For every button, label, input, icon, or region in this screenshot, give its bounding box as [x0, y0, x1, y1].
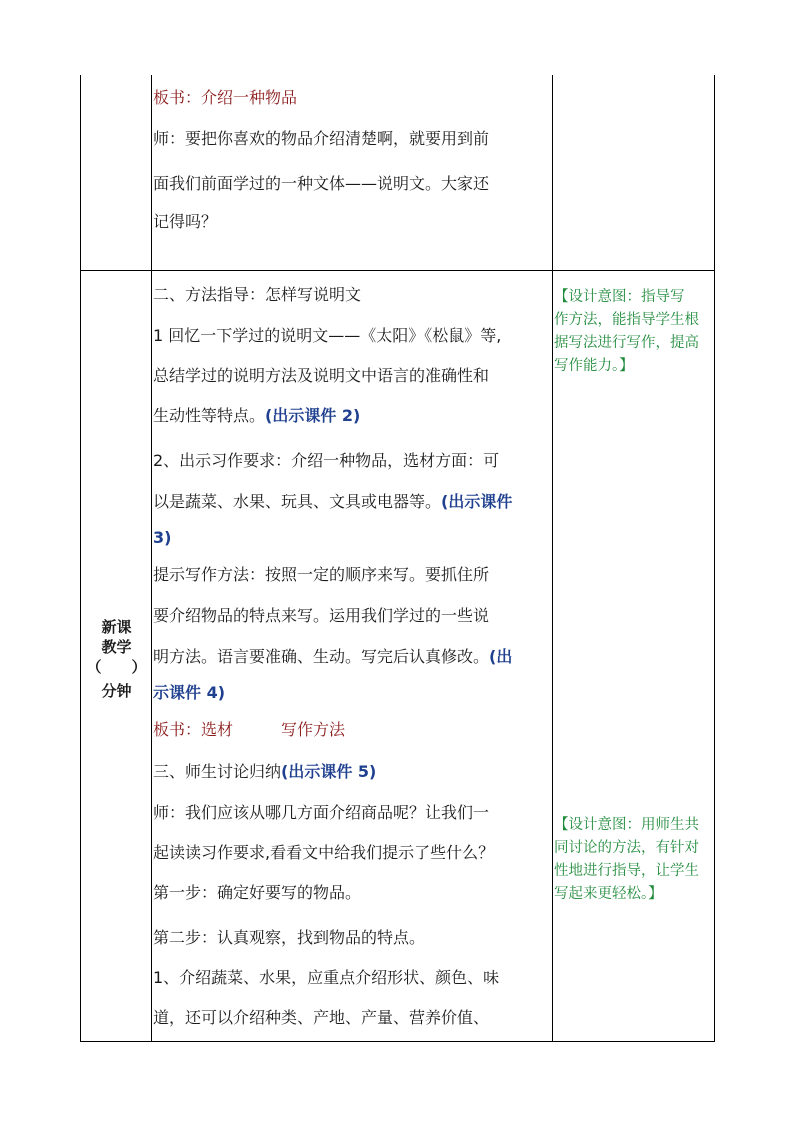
table-row-divider: [80, 270, 715, 271]
table-border-bottom: [80, 1041, 715, 1042]
content-text: 起读读习作要求,看看文中给我们提示了些什么？: [153, 843, 495, 862]
courseware-ref: 示课件 4): [153, 683, 226, 702]
section-label-line: 新课: [101, 618, 132, 636]
content-line: [153, 647, 512, 667]
design-note-line: 性地进行指导，让学生: [554, 863, 699, 879]
courseware-ref: (出示课件: [441, 492, 513, 511]
content-text: 2、出示习作要求：介绍一种物品，选材方面：可: [153, 451, 500, 470]
content-line: [153, 928, 425, 948]
content-line: [153, 720, 345, 740]
teacher-line: 面我们前面学过的一种文体——说明文。大家还: [153, 174, 490, 193]
content-line: [153, 406, 360, 426]
content-line: [153, 326, 501, 346]
design-note-line: 【设计意图：指导写: [554, 289, 685, 305]
content-text: 师：我们应该从哪几方面介绍商品呢？让我们一: [153, 803, 490, 822]
table-border-left: [80, 75, 81, 1042]
courseware-ref: (出: [489, 647, 513, 666]
content-line: [153, 565, 489, 585]
section-label-line: 分钟: [101, 682, 132, 700]
content-text: 1 回忆一下学过的说明文——《太阳》《松鼠》等,: [153, 326, 502, 345]
design-note-line: 作方法，能指导学生根: [554, 312, 699, 328]
courseware-ref: (出示课件 5): [281, 762, 377, 781]
table-border-col1: [151, 75, 152, 1042]
section-label-line: 教学: [101, 638, 132, 656]
board-title: 板书：介绍一种物品: [153, 88, 298, 107]
content-line: [153, 883, 361, 903]
design-note-line: 【设计意图：用师生共: [554, 817, 699, 833]
content-line: [153, 683, 225, 703]
design-note-line: 写作能力。】: [554, 358, 634, 374]
content-line: [153, 451, 499, 471]
content-line: [153, 1008, 489, 1028]
content-text: 1、介绍蔬菜、水果，应重点介绍形状、颜色、味: [153, 968, 500, 987]
content-text: 第二步：认真观察，找到物品的特点。: [153, 928, 426, 947]
teacher-line: 师：要把你喜欢的物品介绍清楚啊，就要用到前: [153, 129, 490, 148]
content-text: 明方法。语言要准确、生动。写完后认真修改。: [153, 647, 490, 666]
content-text: 生动性等特点。: [153, 406, 266, 425]
design-note-line: 写起来更轻松。】: [554, 886, 663, 902]
board-note: 板书：选材 写作方法: [153, 720, 346, 739]
courseware-ref: (出示课件 2): [265, 406, 361, 425]
content-line: [153, 606, 489, 626]
content-text: 提示写作方法：按照一定的顺序来写。要抓住所: [153, 565, 490, 584]
content-line: [153, 492, 512, 512]
content-line: [153, 285, 361, 305]
content-text: 三、师生讨论归纳: [153, 762, 282, 781]
content-text: 总结学过的说明方法及说明文中语言的准确性和: [153, 366, 490, 385]
content-line: [153, 366, 489, 386]
content-text: 以是蔬菜、水果、玩具、文具或电器等。: [153, 492, 442, 511]
design-note-line: 据写法进行写作，提高: [554, 335, 699, 351]
content-line: [153, 528, 171, 548]
teacher-line: 记得吗？: [153, 212, 218, 231]
section-label-line: （ ）: [86, 658, 147, 676]
design-note-line: 同讨论的方法，有针对: [554, 840, 699, 856]
content-text: 第一步：确定好要写的物品。: [153, 883, 362, 902]
table-border-col2: [552, 75, 553, 1042]
content-text: 要介绍物品的特点来写。运用我们学过的一些说: [153, 606, 490, 625]
content-line: [153, 843, 494, 863]
table-border-right: [714, 75, 715, 1042]
content-line: [153, 968, 499, 988]
content-line: [153, 762, 376, 782]
content-line: [153, 803, 489, 823]
content-text: 道，还可以介绍种类、产地、产量、营养价值、: [153, 1008, 490, 1027]
content-text: 二、方法指导：怎样写说明文: [153, 285, 362, 304]
courseware-ref: 3): [153, 528, 172, 547]
